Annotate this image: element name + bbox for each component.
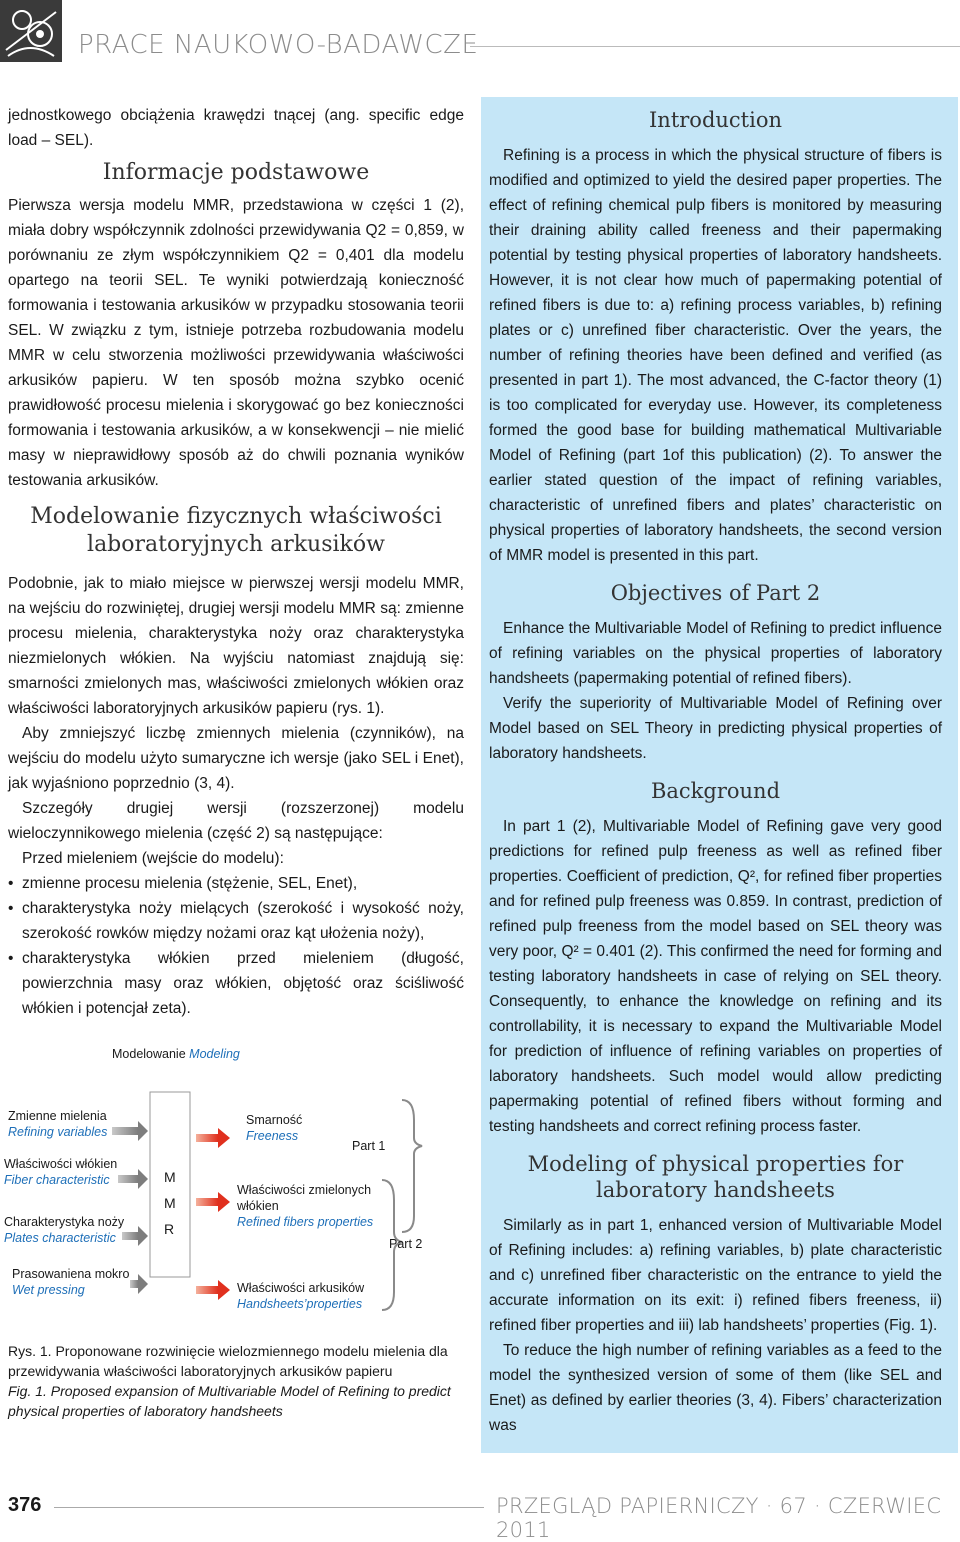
input-arrow bbox=[112, 1121, 148, 1141]
output-arrow bbox=[196, 1192, 230, 1212]
paragraph: Similarly as in part 1, enhanced version of Multivariable Model of Refining includes: a) refining variables, b) plate characteristic and c) unrefined fiber characteristic on the entrance to yield the accurate information on its exit: i) refined fibers freeness, ii) refined fiber properties and iii) lab handsheets’ properties (Fig. 1). bbox=[489, 1217, 942, 1334]
paragraph: Aby zmniejszyć liczbę zmiennych mielenia (czynników), na wejściu do modelu użyto sumaryczne ich wersje (jako SEL i Enet), jak wyjaśniono poprzednio (3, 4). bbox=[8, 725, 464, 792]
paragraph: Pierwsza wersja modelu MMR, przedstawiona w części 1 (2), miała dobry współczynnik zdolności przewidywania Q2 = 0,859, w porównaniu ze złym współczynnikiem Q2 = 0,401 dla modelu opartego na teorii SEL. Te wyniki potwierdzają konieczność formowania i testowania arkusików w przypadku stosowania teorii SEL. W związku z tym, istnieje potrzeba rozbudowania modelu MMR w celu stworzenia możliwości przewidywania właściwości arkusików papieru. W ten sposób można szybko ocenić prawidłowość procesu mielenia i skorygować go bez konieczności formowania i testowania arkusików, a w konsekwencji – nie mielić masy w nieprawidłowy sposób aż do chwili poznania wyników testowania arkusików. bbox=[8, 197, 464, 489]
paragraph: Szczegóły drugiej wersji (rozszerzonej) modelu wieloczynnikowego mielenia (część 2) są następujące: bbox=[8, 800, 464, 842]
output-refined-fibers: Właściwości zmielonych włókien Refined fibers properties bbox=[237, 1183, 374, 1229]
section-title: PRACE NAUKOWO-BADAWCZE bbox=[78, 30, 479, 60]
brace-part1 bbox=[402, 1100, 422, 1232]
heading-background: Background bbox=[650, 779, 781, 803]
input-arrow bbox=[122, 1226, 148, 1246]
input-refining: Zmienne mielenia Refining variables bbox=[8, 1109, 108, 1139]
list-item: • charakterystyka noży mielących (szerokość i wysokość noży, szerokość rowków między nożami oraz kąt ułożenia noży), bbox=[22, 896, 464, 946]
heading-modelowanie: Modelowanie fizycznych właściwości laboratoryjnych arkusików bbox=[30, 504, 442, 557]
label-part1: Part 1 bbox=[352, 1139, 386, 1153]
input-fiber: Właściwości włókien Fiber characteristic bbox=[4, 1157, 118, 1187]
heading-introduction: Introduction bbox=[649, 108, 782, 132]
list-item: • zmienne procesu mielenia (stężenie, SEL, Enet), bbox=[22, 871, 464, 896]
input-wet-pressing: Prasowaniena mokro Wet pressing bbox=[12, 1267, 130, 1297]
header-divider bbox=[470, 46, 960, 47]
heading-informacje: Informacje podstawowe bbox=[102, 160, 370, 185]
paragraph: jednostkowego obciążenia krawędzi tnącej (ang. specific edge load – SEL). bbox=[8, 107, 464, 149]
output-handsheets: Właściwości arkusików Handsheets’properties bbox=[237, 1281, 365, 1311]
list-item: • charakterystyka włókien przed mieleniem (długość, powierzchnia masy oraz włókien, objętość oraz ściśliwość włókien i potencjał zeta). bbox=[22, 946, 464, 1021]
mmr-label: M M R bbox=[164, 1169, 176, 1237]
page-number: 376 bbox=[8, 1494, 42, 1516]
heading-objectives: Objectives of Part 2 bbox=[610, 581, 821, 605]
bullet-list bbox=[8, 871, 464, 1021]
figure-diagram bbox=[0, 1040, 470, 1335]
paragraph: Przed mieleniem (wejście do modelu): bbox=[22, 850, 284, 867]
left-column bbox=[8, 103, 464, 1021]
paragraph: To reduce the high number of refining variables as a feed to the model the synthesized version of some of them (like SEL and Enet) as defined by earlier theories (3, 4). Fibers’ characterization was bbox=[489, 1342, 942, 1434]
english-summary-panel bbox=[481, 97, 958, 1453]
journal-issue: PRZEGLĄD PAPIERNICZY · 67 · CZERWIEC 2011 bbox=[496, 1494, 942, 1542]
output-arrow bbox=[196, 1280, 230, 1300]
output-freeness: Smarność Freeness bbox=[246, 1113, 303, 1143]
paragraph: In part 1 (2), Multivariable Model of Refining gave very good predictions for refined pulp freeness as well as refined fiber properties. Coefficient of prediction, Q², for refined fiber properties and for refined pulp freeness was 0.859. In contrast, prediction of refined pulp freeness from the model based on SEL theory was very poor, Q² = 0.401 (2). This confirmed the need for forming and testing laboratory handsheets in case of relying on SEL theory. Consequently, to enhance the knowledge on refining and its controllability, it is necessary to expand the Multivariable Model for prediction of influence of refining variables on properties of laboratory handsheets. Such model would allow predicting papermaking potential of refined fibers without forming and testing handsheets and correct refining process faster. bbox=[489, 818, 942, 1135]
input-arrow bbox=[130, 1274, 148, 1294]
paragraph: Verify the superiority of Multivariable Model of Refining over Model based on SEL Theory in predicting physical properties of laboratory handsheets. bbox=[489, 695, 942, 762]
input-arrow bbox=[118, 1169, 148, 1189]
figure-title: Modelowanie Modeling bbox=[112, 1047, 240, 1061]
journal-logo-icon bbox=[0, 0, 62, 62]
footer-divider bbox=[54, 1507, 484, 1508]
paragraph: Refining is a process in which the physical structure of fibers is modified and optimized to yield the desired paper properties. The effect of refining chemical pulp fibers is monitored by measuring their draining ability called freeness and their papermaking potential by testing physical properties of laboratory handsheets. However, it is not clear how much of papermaking potential of refined fibers is due to: a) refining process variables, b) refining plates or c) unrefined fiber characteristic. Over the years, the number of refining theories have been defined and verified (as presented in part 1). The most advanced, the C-factor theory (1) is too complicated for everyday use. However, its completeness formed the good base for building mathematical Multivariable Model of Refining (part 1of this publication) (2). To answer the earlier stated question of the impact of refining variables, characteristic of unrefined fibers and plates’ characteristic on physical properties of laboratory handsheets, the second version of MMR model is presented in this part. bbox=[489, 147, 942, 564]
input-plates: Charakterystyka noży Plates characteristic bbox=[4, 1215, 125, 1245]
figure-caption: Rys. 1. Proponowane rozwinięcie wielozmiennego modelu mielenia dla przewidywania właściwości laboratoryjnych arkusików papieru Fig. 1. Proposed expansion of Multivariable Model of Refining to predict physical properties of laboratory handsheets bbox=[8, 1343, 451, 1419]
paragraph: Podobnie, jak to miało miejsce w pierwszej wersji modelu MMR, na wejściu do rozwiniętej, drugiej wersji modelu MMR są: zmienne procesu mielenia, charakterystyka noży oraz charakterystyka niezmielonych włókien. Na wyjściu natomiast znajdują się: smarności zmielonych mas, właściwości zmielonych włókien oraz właściwości laboratoryjnych arkusików papieru (rys. 1). bbox=[8, 575, 464, 717]
output-arrow bbox=[196, 1128, 230, 1148]
paragraph: Enhance the Multivariable Model of Refining to predict influence of refining variables on the physical properties of laboratory handsheets (papermaking potential of refined fibers). bbox=[489, 620, 942, 687]
label-part2: Part 2 bbox=[389, 1237, 423, 1251]
heading-modeling: Modeling of physical properties for laboratory handsheets bbox=[527, 1152, 904, 1202]
